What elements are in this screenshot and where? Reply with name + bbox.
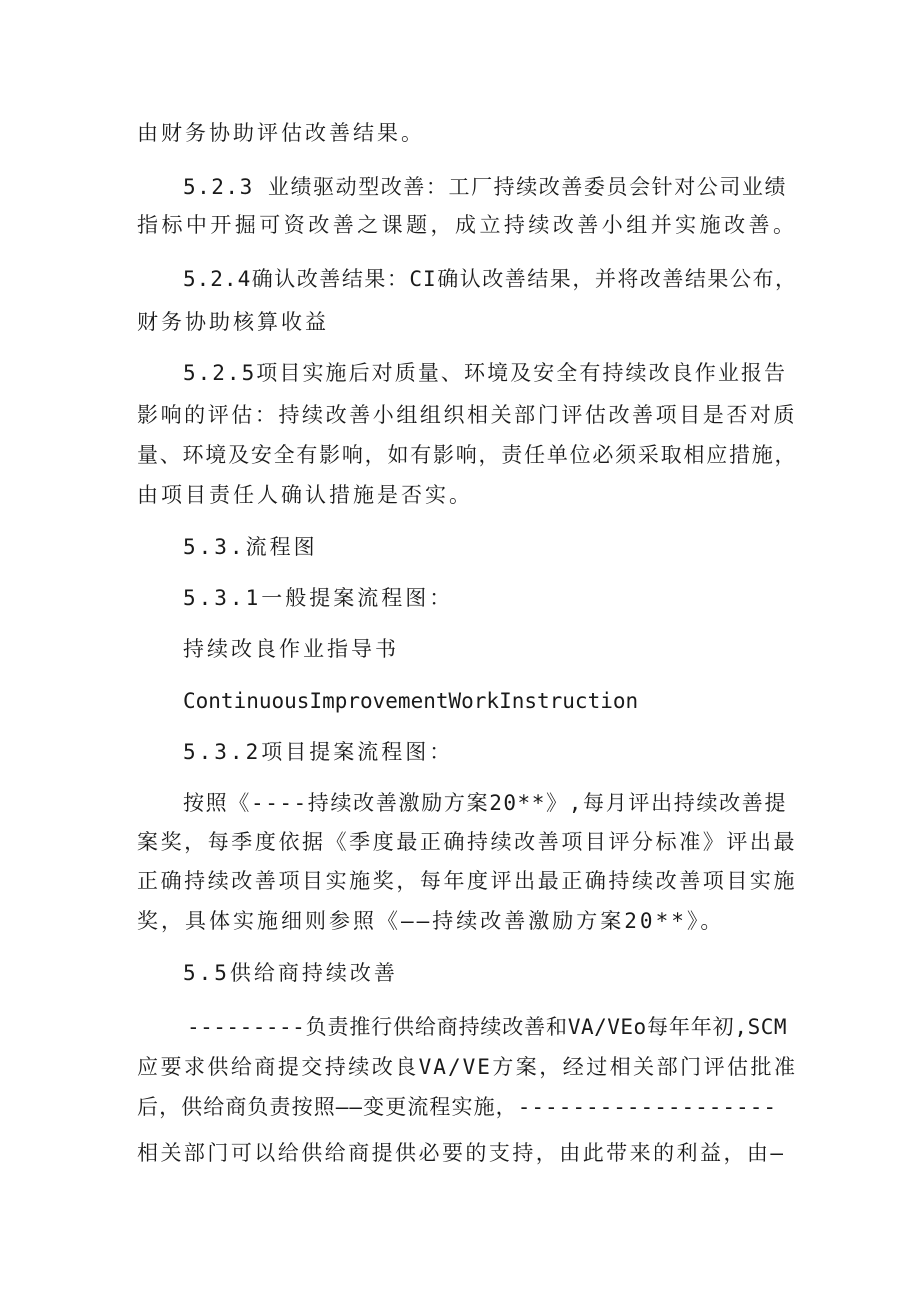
text-line: 5.2.4确认改善结果：CI确认改善结果，并将改善结果公布， xyxy=(183,267,797,291)
text-line: 指标中开掘可资改善之课题，成立持续改善小组并实施改善。 xyxy=(137,213,797,237)
text-line: 持续改良作业指导书 xyxy=(183,637,399,661)
text-line: 案奖，每季度依据《季度最正确持续改善项目评分标准》评出最 xyxy=(137,830,797,854)
text-line: 由项目责任人确认措施是否实。 xyxy=(137,483,473,507)
text-line: 影响的评估：持续改善小组组织相关部门评估改善项目是否对质 xyxy=(137,403,797,427)
text-line: 正确持续改善项目实施奖，每年度评出最正确持续改善项目实施 xyxy=(137,869,797,893)
text-line: 应要求供给商提交持续改良VA/VE方案，经过相关部门评估批准 xyxy=(137,1055,797,1079)
section-heading: 5.3.流程图 xyxy=(183,535,318,559)
text-line: 5.2.5项目实施后对质量、环境及安全有持续改良作业报告 xyxy=(183,361,787,385)
text-line: 相关部门可以给供给商提供必要的支持，由此带来的利益，由— xyxy=(137,1141,785,1165)
section-heading: 5.3.1一般提案流程图： xyxy=(183,586,454,610)
text-line: 按照《----持续改善激励方案20**》,每月评出持续改善提 xyxy=(183,791,787,815)
section-heading: 5.3.2项目提案流程图： xyxy=(183,740,454,764)
text-line: 量、环境及安全有影响，如有影响，责任单位必须采取相应措施， xyxy=(137,443,797,467)
text-line: ---------负责推行供给商持续改善和VA/VEo每年年初,SCM xyxy=(187,1015,787,1039)
text-line: 财务协助核算收益 xyxy=(137,310,329,334)
text-line: ContinuousImprovementWorkInstruction xyxy=(183,689,639,713)
text-line: 奖，具体实施细则参照《——持续改善激励方案20**》。 xyxy=(137,909,725,933)
text-line: 由财务协助评估改善结果。 xyxy=(137,121,425,145)
text-line: 后，供给商负责按照——变更流程实施，------------------- xyxy=(137,1095,777,1119)
text-line: 5.2.3 业绩驱动型改善：工厂持续改善委员会针对公司业绩 xyxy=(183,175,787,199)
section-heading: 5.5供给商持续改善 xyxy=(183,961,398,985)
